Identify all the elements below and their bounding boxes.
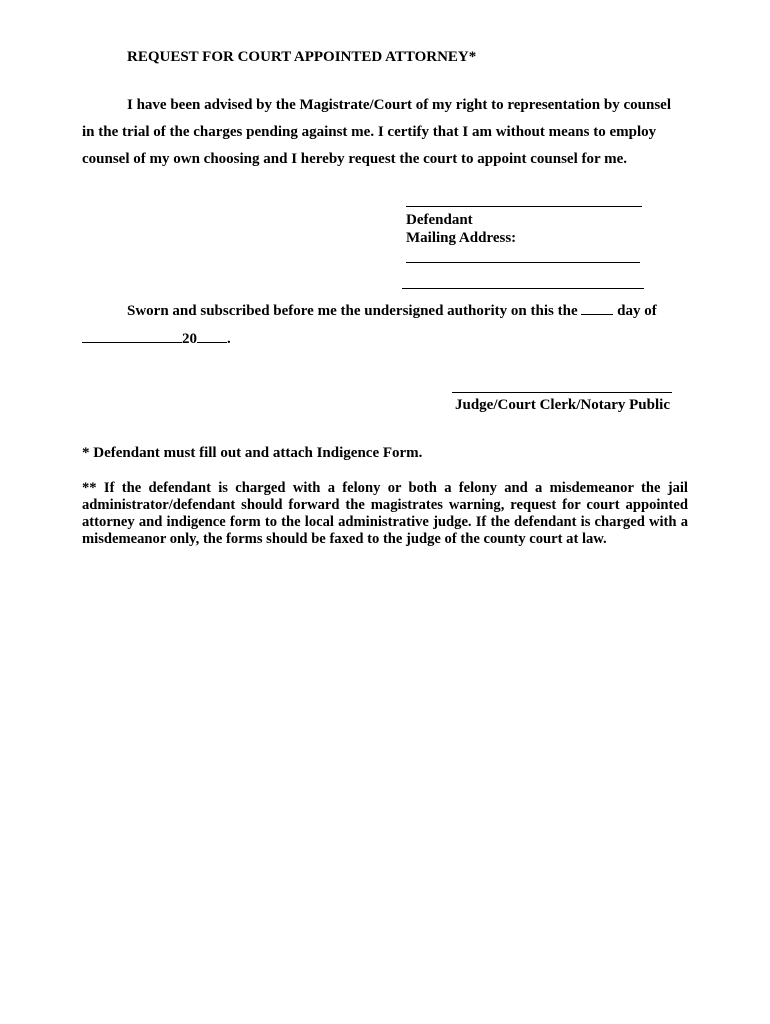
- month-blank[interactable]: [82, 330, 182, 343]
- year-blank[interactable]: [197, 330, 227, 343]
- mailing-address-line-1[interactable]: [406, 262, 640, 263]
- defendant-signature-line[interactable]: [406, 206, 642, 207]
- year-prefix: 20: [182, 331, 197, 347]
- date-line: [82, 330, 231, 348]
- sworn-day-of: day of: [613, 303, 657, 319]
- mailing-address-label: Mailing Address:: [406, 230, 517, 246]
- paragraph-line-1: I have been advised by the Magistrate/Court of my right to representation by counsel: [127, 97, 671, 113]
- day-blank[interactable]: [581, 302, 613, 315]
- sworn-statement: [127, 302, 657, 320]
- footnote-forwarding: ** If the defendant is charged with a felony or both a felony and a misdemeanor the jail administrator/defendant should forward the magistrates warning, request for court appointed attorney and indigence form to the local administrative judge. If the defendant is charged with a misdemeanor only, the forms should be faxed to the judge of the county court at law.: [82, 480, 688, 547]
- document-title: REQUEST FOR COURT APPOINTED ATTORNEY*: [127, 49, 477, 65]
- footnote-indigence: * Defendant must fill out and attach Indigence Form.: [82, 445, 423, 461]
- sworn-text: Sworn and subscribed before me the undersigned authority on this the: [127, 303, 582, 319]
- paragraph-line-2: in the trial of the charges pending against me. I certify that I am without means to employ: [82, 124, 657, 140]
- defendant-label: Defendant: [406, 212, 473, 228]
- judge-label: Judge/Court Clerk/Notary Public: [455, 397, 670, 413]
- paragraph-line-3: counsel of my own choosing and I hereby request the court to appoint counsel for me.: [82, 151, 628, 167]
- date-end: .: [227, 331, 231, 347]
- judge-signature-line[interactable]: [452, 392, 672, 393]
- mailing-address-line-2[interactable]: [402, 288, 644, 289]
